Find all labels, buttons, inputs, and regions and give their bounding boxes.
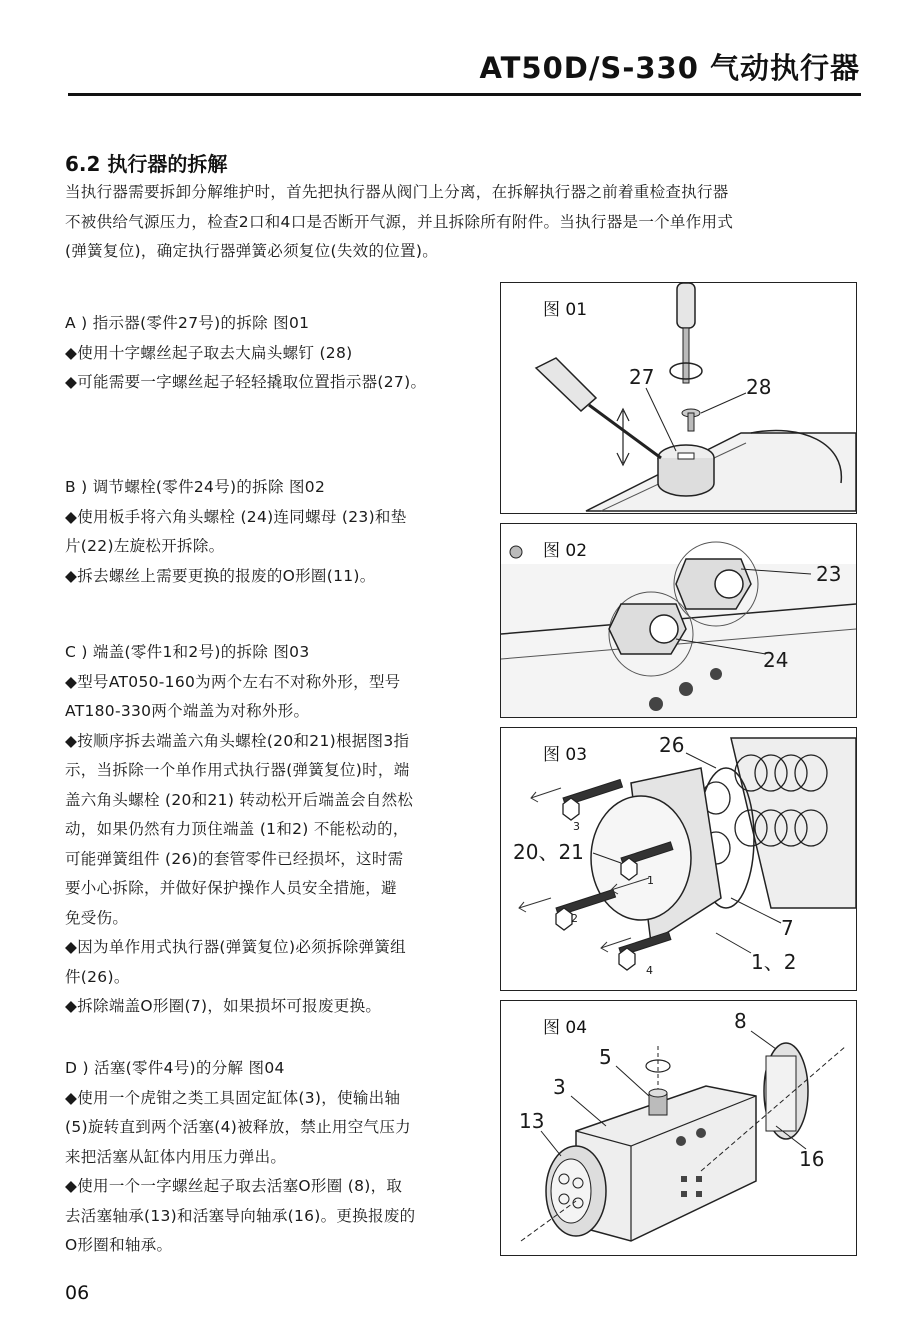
figure-02-label: 图 02: [543, 541, 588, 561]
step-c-line: 示，当拆除一个单作用式执行器(弹簧复位)时，端: [65, 761, 410, 779]
step-d: [65, 1054, 475, 1261]
figure-04-illustration: [501, 1001, 856, 1255]
step-d-line: ◆使用一个虎钳之类工具固定缸体(3)，使输出轴: [65, 1088, 401, 1107]
step-a: [65, 309, 475, 398]
callout-8: 8: [734, 1009, 747, 1033]
figure-01-label: 图 01: [543, 300, 588, 320]
step-c-line: 动，如果仍然有力顶住端盖 (1和2) 不能松动的，: [65, 820, 409, 838]
step-d-line: (5)旋转直到两个活塞(4)被释放，禁止用空气压力: [65, 1118, 411, 1136]
title-rule: [68, 93, 861, 96]
bolt-order-4: 4: [646, 964, 653, 977]
step-c-line: 要小心拆除，并做好保护操作人员安全措施，避: [65, 879, 397, 897]
step-a-line: ◆使用十字螺丝起子取去大扁头螺钉 (28): [65, 343, 353, 362]
step-c-line: 免受伤。: [65, 908, 129, 927]
callout-27: 27: [629, 365, 655, 389]
callout-7: 7: [781, 916, 794, 940]
step-d-line: O形圈和轴承。: [65, 1236, 173, 1254]
callout-5: 5: [599, 1045, 612, 1069]
step-b-line: ◆使用板手将六角头螺栓 (24)连同螺母 (23)和垫: [65, 507, 407, 526]
callout-24: 24: [763, 648, 789, 672]
step-b-heading: B ) 调节螺栓(零件24号)的拆除 图02: [65, 478, 326, 496]
figure-04-label: 图 04: [543, 1018, 588, 1038]
step-c-line: ◆型号AT050-160为两个左右不对称外形，型号: [65, 672, 401, 691]
figure-01: [500, 282, 857, 514]
step-c-line: ◆拆除端盖O形圈(7)，如果损坏可报废更换。: [65, 997, 382, 1015]
step-d-line: 去活塞轴承(13)和活塞导向轴承(16)。更换报废的: [65, 1206, 416, 1225]
step-d-heading: D ) 活塞(零件4号)的分解 图04: [65, 1059, 285, 1077]
step-d-line: ◆使用一个一字螺丝起子取去活塞O形圈 (8)，取: [65, 1177, 403, 1195]
step-c: [65, 638, 475, 1022]
step-b-line: ◆拆去螺丝上需要更换的报废的O形圈(11)。: [65, 566, 376, 585]
document-title: AT50D/S-330 气动执行器: [479, 51, 860, 85]
step-a-line: ◆可能需要一字螺丝起子轻轻撬取位置指示器(27)。: [65, 373, 427, 391]
step-c-line: 件(26)。: [65, 967, 130, 986]
figure-03-label: 图 03: [543, 745, 588, 765]
figure-04: [500, 1000, 857, 1256]
step-b: [65, 473, 475, 591]
step-c-line: 盖六角头螺栓 (20和21) 转动松开后端盖会自然松: [65, 790, 414, 809]
bolt-order-1: 1: [647, 874, 654, 887]
step-d-line: 来把活塞从缸体内用压力弹出。: [65, 1147, 287, 1166]
bolt-order-2: 2: [571, 912, 578, 925]
figure-02: [500, 523, 857, 718]
intro-line: (弹簧复位)，确定执行器弹簧必须复位(失效的位置)。: [65, 242, 438, 260]
figure-03: [500, 727, 857, 991]
intro-paragraph: [65, 178, 865, 267]
callout-13: 13: [519, 1109, 545, 1133]
step-c-line: 可能弹簧组件 (26)的套管零件已经损坏，这时需: [65, 849, 404, 868]
callout-26: 26: [659, 733, 685, 757]
step-c-line: AT180-330两个端盖为对称外形。: [65, 702, 310, 720]
page-number: 06: [65, 1282, 90, 1304]
bolt-order-3: 3: [573, 820, 580, 833]
callout-23: 23: [816, 562, 842, 586]
intro-line: 不被供给气源压力，检查2口和4口是否断开气源，并且拆除所有附件。当执行器是一个单作用式: [65, 212, 734, 231]
callout-20-21: 20、21: [513, 840, 584, 864]
step-c-line: ◆因为单作用式执行器(弹簧复位)必须拆除弹簧组: [65, 938, 406, 956]
intro-line: 当执行器需要拆卸分解维护时，首先把执行器从阀门上分离，在拆解执行器之前着重检查执行器: [65, 183, 729, 201]
step-b-line: 片(22)左旋松开拆除。: [65, 537, 225, 555]
step-c-heading: C ) 端盖(零件1和2号)的拆除 图03: [65, 643, 310, 661]
section-heading: 6.2 执行器的拆解: [65, 152, 228, 176]
callout-1-2: 1、2: [751, 950, 797, 974]
step-a-heading: A ) 指示器(零件27号)的拆除 图01: [65, 314, 310, 332]
step-c-line: ◆按顺序拆去端盖六角头螺栓(20和21)根据图3指: [65, 731, 410, 750]
callout-16: 16: [799, 1147, 825, 1171]
callout-3: 3: [553, 1075, 566, 1099]
callout-28: 28: [746, 375, 772, 399]
